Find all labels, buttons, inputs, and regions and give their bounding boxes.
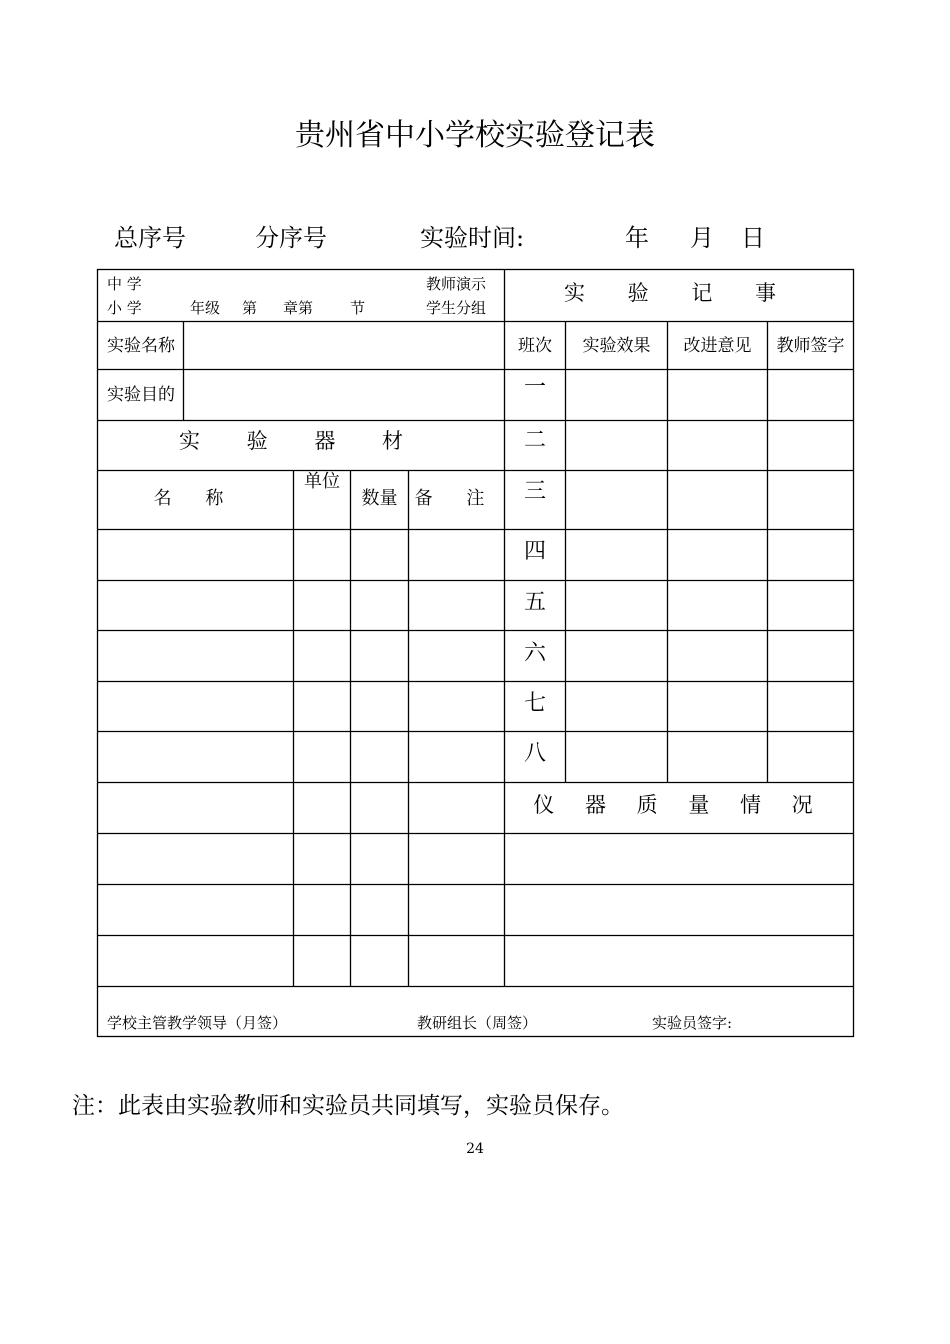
month-label: 月 <box>690 224 714 252</box>
experiment-time-label: 实验时间: <box>420 224 525 252</box>
day-label: 日 <box>741 224 765 252</box>
equipment-heading: 实 验 器 材 <box>178 429 424 453</box>
grade-label: 年级 <box>190 299 221 317</box>
page-number: 24 <box>466 1141 484 1157</box>
experiment-name-field[interactable] <box>184 331 503 367</box>
class-row-label: 一 <box>523 375 546 400</box>
equipment-remark-header: 备 注 <box>414 488 499 509</box>
class-row-label: 八 <box>523 741 546 766</box>
group-leader-sign-label: 教研组长（周签） <box>417 1014 538 1032</box>
experiment-record-heading: 实 验 记 事 <box>563 281 795 305</box>
teacher-demo-label: 教师演示 <box>426 275 487 293</box>
lab-staff-sign-label: 实验员签字: <box>652 1014 733 1032</box>
class-row-label: 六 <box>523 641 546 666</box>
class-row-label: 七 <box>523 691 546 716</box>
sub-serial-label: 分序号 <box>255 224 327 252</box>
teacher-signature-column-header: 教师签字 <box>776 336 845 356</box>
class-row-label: 三 <box>523 479 546 504</box>
chapter-label: 章第 <box>283 299 314 317</box>
total-serial-label: 总序号 <box>114 224 186 252</box>
student-group-label: 学生分组 <box>426 299 487 317</box>
equipment-quantity-header: 数量 <box>361 488 398 509</box>
experiment-purpose-label: 实验目的 <box>107 385 175 405</box>
teaching-leader-sign-label: 学校主管教学领导（月签） <box>107 1014 288 1032</box>
section-label: 节 <box>350 299 366 317</box>
middle-school-label: 中 学 <box>107 275 142 293</box>
class-column-header: 班次 <box>518 336 552 356</box>
primary-school-label: 小 学 <box>107 299 142 317</box>
class-row-label: 二 <box>523 428 546 453</box>
experiment-purpose-field[interactable] <box>184 372 503 418</box>
chapter-prefix-label: 第 <box>242 299 258 317</box>
class-row-label: 五 <box>523 590 546 615</box>
footnote: 注：此表由实验教师和实验员共同填写，实验员保存。 <box>72 1093 624 1119</box>
form-title: 贵州省中小学校实验登记表 <box>295 118 655 153</box>
effect-column-header: 实验效果 <box>582 336 651 356</box>
improvement-column-header: 改进意见 <box>683 336 752 356</box>
year-label: 年 <box>625 224 649 252</box>
instrument-quality-heading: 仪 器 质 量 情 况 <box>533 793 825 817</box>
equipment-name-header: 名 称 <box>153 488 238 509</box>
class-row-label: 四 <box>523 539 546 564</box>
equipment-unit-header: 单位 <box>304 471 340 492</box>
experiment-name-label: 实验名称 <box>107 336 175 356</box>
